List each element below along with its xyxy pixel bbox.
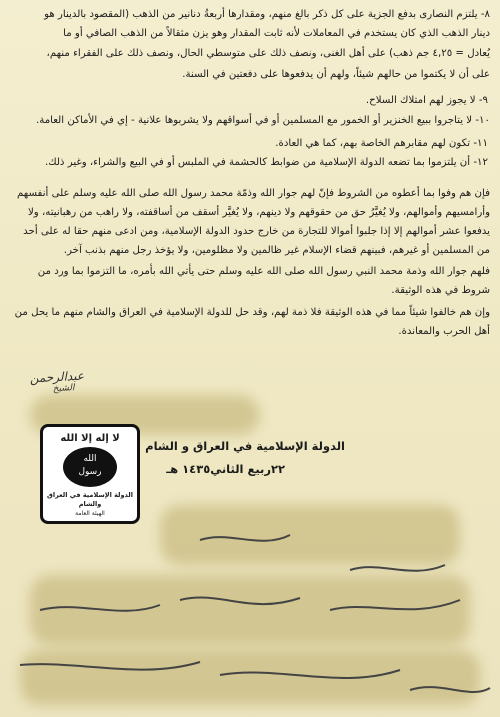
- clause-10: ١٠- لا يتاجروا ببيع الخنزير أو الخمور مع المسلمين أو في أسواقهم ولا يشربوها علانية - إي في الأماكن العامة.: [36, 115, 490, 126]
- stamp-seal: [63, 447, 117, 487]
- clause-11: ١١- تكون لهم مقابرهم الخاصة بهم، كما هي العادة.: [275, 138, 488, 149]
- stamp-seal-line-2: رسول: [78, 467, 102, 477]
- official-stamp: [40, 424, 140, 524]
- clause-12: ١٢- أن يلتزموا بما تضعه الدولة الإسلامية من ضوابط كالحشمة في الملبس أو في البيع والشراء، وغير ذلك.: [45, 157, 488, 168]
- stamp-top-text: لا إله إلا الله: [60, 433, 120, 444]
- document-issuer-title: الدولة الإسلامية في العراق و الشام: [145, 439, 345, 453]
- paragraph-protection: فإن هم وفوا بما أعطوه من الشروط فإنّ لهم جوار الله وذمّة محمد رسول الله صلى الله عليه وسلم على أنفسهم وأرامسيهم وأموالهم، ولا يُغيَّرُ حق من حقوقهم ولا دينهم، ولا يُغيَّر أسقف من أساقفته، ولا راهب من رهبانيته، ولا يدفعوا عشر أموالهم إلا إذا جلبوا أموالا للتجارة من خارج حدود الدولة الإسلامية، ومن ادعى منهم حقا له على أحد من المسلمين أو غيرهم، فبينهم قضاء الإسلام غير ظالمين ولا مظلومين، ولا يؤخذ رجل منهم بذنب آخر.: [16, 188, 490, 256]
- paragraph-covenant: فلهم جوار الله وذمة محمد النبي رسول الله صلى الله عليه وسلم حتى يأتي الله بأمره، ما التزموا بما ورد من شروط في هذه الوثيقة.: [37, 266, 490, 296]
- signature-title: الشيخ: [52, 383, 75, 395]
- clause-9: ٩- لا يجوز لهم امتلاك السلاح.: [365, 95, 488, 106]
- stamp-bar-text: الهيئة العامة: [75, 510, 105, 517]
- clause-8-line-1: ٨- يلتزم النصارى بدفع الجزية على كل ذكر بالغ منهم، ومقدارها أربعةُ دنانير من الذهب (المقصود بالدينار هو: [44, 9, 490, 20]
- stamp-seal-line-1: الله: [83, 454, 97, 464]
- document-date: ٢٢ربيع الثاني١٤٣٥ هـ: [166, 462, 285, 476]
- signature-name: عبدالرحمن: [29, 368, 85, 386]
- clause-8-line-2: دينار الذهب الذي كان يستخدم في المعاملات لأنه ثابت المقدار وهو يزن مثقالاً من الذهب الصافي أو ما: [63, 28, 490, 39]
- clause-8-line-3: يُعادل = ٤,٢٥ جم ذهب) على أهل الغنى، ونصف ذلك على متوسطي الحال، ونصف ذلك على الفقراء منهم،: [46, 48, 490, 59]
- stamp-bottom-text: الدولة الإسلامية في العراق والشام: [47, 491, 133, 508]
- paragraph-violation: وإن هم خالفوا شيئاً مما في هذه الوثيقة فلا ذمة لهم، وقد حل للدولة الإسلامية في العراق والشام منهم ما يحل من أهل الحرب والمعاندة.: [14, 307, 490, 337]
- clause-8-line-4: على أن لا يكتموا من حالهم شيئاً، ولهم أن يدفعوها على دفعتين في السنة.: [182, 69, 490, 80]
